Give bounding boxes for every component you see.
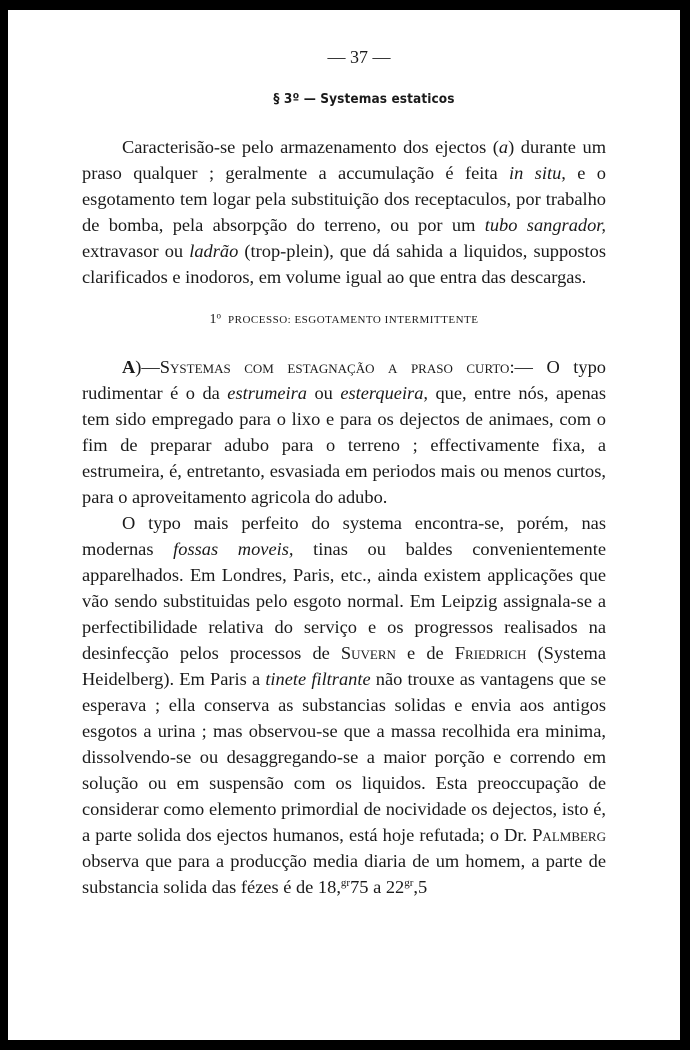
text-span: ) durante um praso qualquer ; geralmente a accumulação é feita	[82, 137, 607, 183]
text-span: O typo mais perfeito do systema encontra-se, porém, nas modernas	[82, 513, 606, 559]
text-span: observa que para a producção media diaria de um homem, a parte de substancia solida das fézes é de 18,	[82, 851, 606, 897]
paragraph-armazenamento	[82, 134, 606, 290]
text-span: )—	[135, 357, 160, 377]
book-page	[8, 10, 680, 1040]
item-letter: A	[122, 357, 136, 377]
process-number: 1	[209, 312, 217, 327]
smallcaps-span: Friedrich	[454, 643, 527, 663]
superscript-unit: gr	[404, 876, 414, 889]
italic-span: estrumeira	[227, 383, 307, 403]
process-title: PROCESSO: ESGOTAMENTO INTERMITTENTE	[228, 314, 479, 326]
text-span: não trouxe as vantagens que se esperava ; ella conserva as substancias solidas e envia aos antigos esgotos a urina ; mas observou-se que a massa recolhida era minima, dissolvendo-se ou desaggregando-se a maior porção e correndo em solução ou em suspensão com os liquidos. Esta preoccupação de considerar como elemento primordial de nocividade os dejectos, isto é, a parte solida dos ejectos humanos, está hoje refutada; o Dr.	[82, 669, 606, 845]
smallcaps-span: Palmberg	[532, 825, 606, 845]
italic-span: a	[498, 137, 509, 157]
text-span: (trop-plein), que dá sahida a liquidos, suppostos clarificados e inodoros, em volume igual ao que entra das descargas.	[82, 241, 606, 287]
italic-span: tubo sangrador,	[484, 215, 606, 235]
text-span: e o esgotamento tem logar pela substituição dos receptaculos, por trabalho de bomba, pela absorpção do terreno, ou por um	[82, 163, 606, 235]
text-span: ,5	[413, 877, 428, 897]
superscript-unit: gr	[340, 876, 351, 889]
text-span: 75 a 22	[350, 877, 405, 897]
text-span: que, entre nós, apenas tem sido empregado para o lixo e para os dejectos de animaes, com o fim de preparar adubo para o terreno ; effectivamente fixa, a estrumeira, é, entretanto, esvasiada em periodos mais ou menos curtos, para o aproveitamento agricola do adubo.	[82, 383, 606, 507]
section-heading: § 3º — Systemas estaticos	[273, 91, 455, 107]
process-number-sup: o	[216, 310, 222, 321]
italic-span: in situ,	[509, 163, 566, 183]
text-span: :— O typo rudimentar é o da	[82, 357, 606, 403]
italic-span: tinete filtrante	[265, 669, 371, 689]
paragraph-estagnacao	[82, 354, 606, 510]
process-subheading	[82, 310, 606, 330]
text-span: Caracterisão-se pelo armazenamento dos ejectos (	[122, 137, 499, 157]
text-span: ou	[306, 383, 341, 403]
paragraph-fossas-moveis	[82, 510, 606, 900]
italic-span: ladrão	[189, 241, 239, 261]
text-span: tinas ou baldes convenientemente apparelhados. Em Londres, Paris, etc., ainda existem applicações que vão sendo substituidas pelo esgoto normal. Em Leipzig assignala-se a perfectibilidade relativa do serviço e os progressos realisados na desinfecção pelos processos de	[82, 539, 606, 663]
page-number: — 37 —	[327, 47, 391, 67]
smallcaps-span: Systemas com estagnação a praso curto	[159, 357, 510, 377]
text-span: (Systema Heidelberg). Em Paris a	[82, 643, 606, 689]
text-span: extravasor ou	[82, 241, 190, 261]
text-span: e de	[395, 643, 455, 663]
italic-span: esterqueira,	[340, 383, 429, 403]
italic-span: fossas moveis,	[173, 539, 294, 559]
smallcaps-span: Suvern	[340, 643, 396, 663]
